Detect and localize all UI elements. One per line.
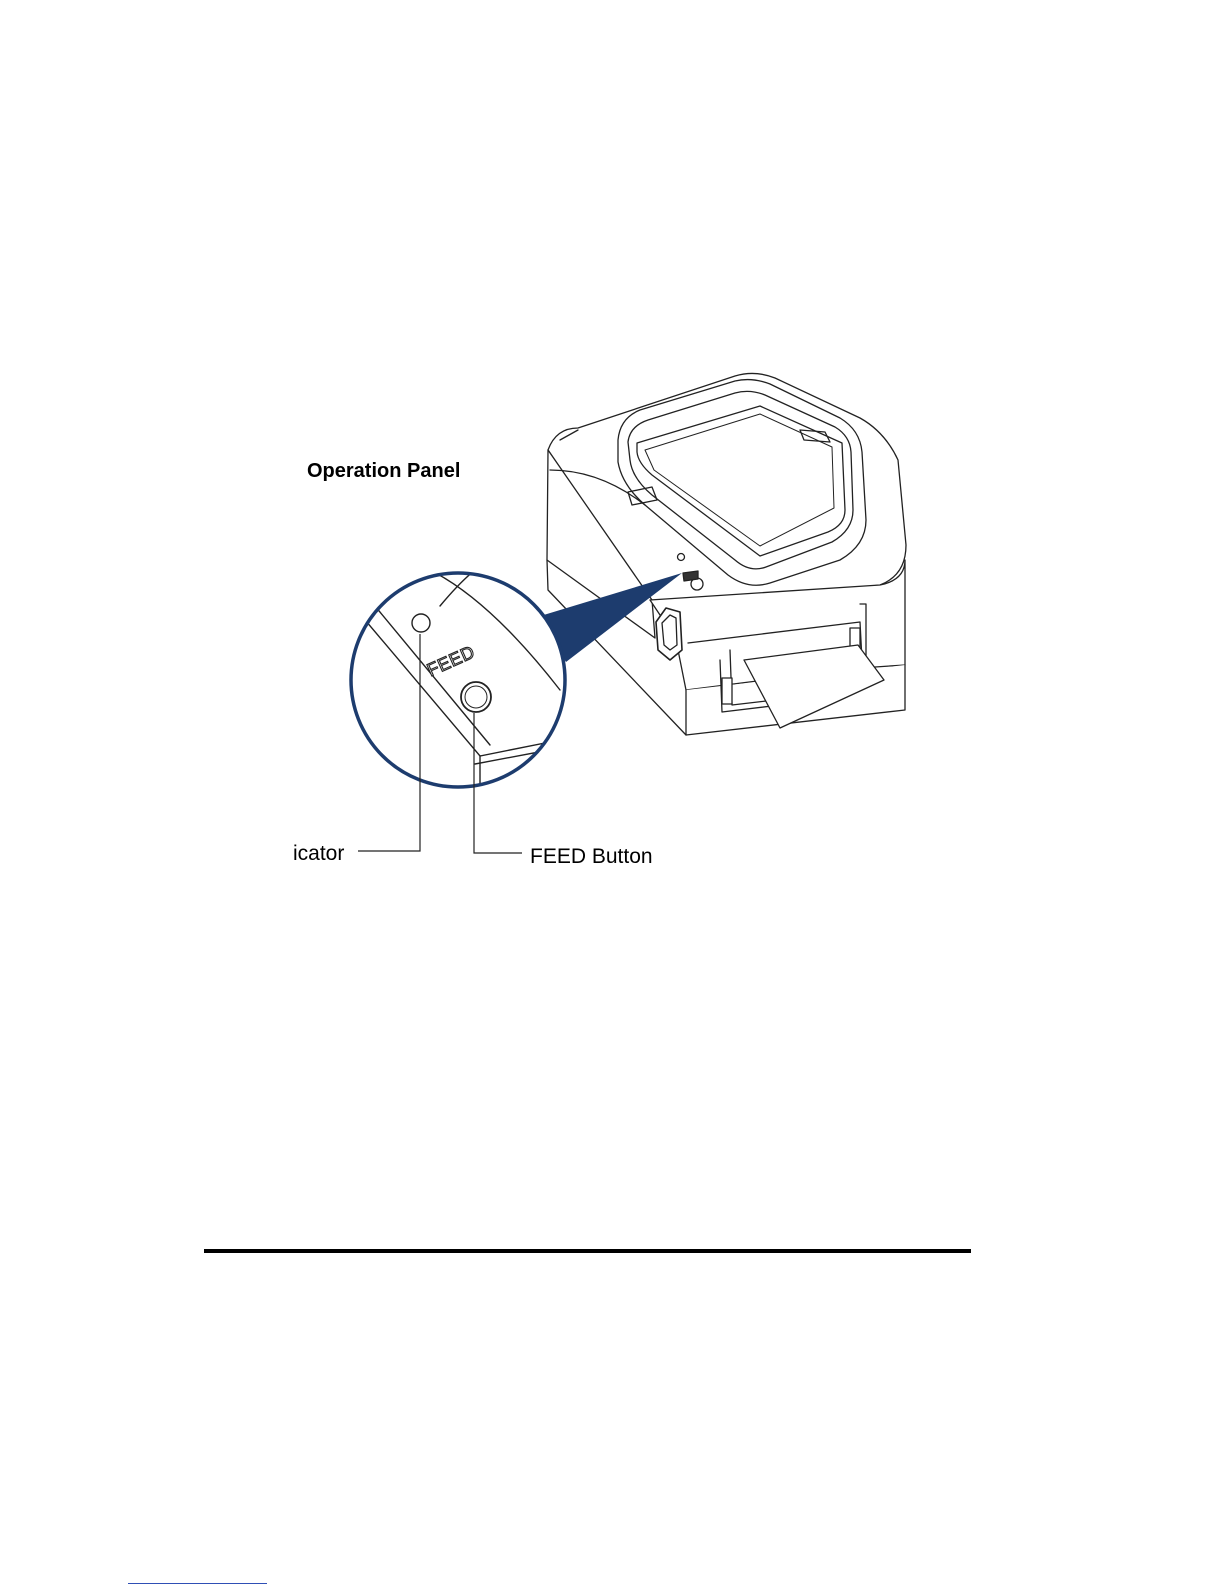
feed-button-label: FEED Button — [530, 845, 653, 868]
led-indicator-closeup — [412, 614, 430, 632]
led-indicator-label: icator — [293, 842, 345, 865]
operation-panel-title: Operation Panel — [307, 460, 461, 482]
feed-embossed-text: FEED — [424, 641, 478, 681]
page-divider — [204, 1249, 971, 1253]
